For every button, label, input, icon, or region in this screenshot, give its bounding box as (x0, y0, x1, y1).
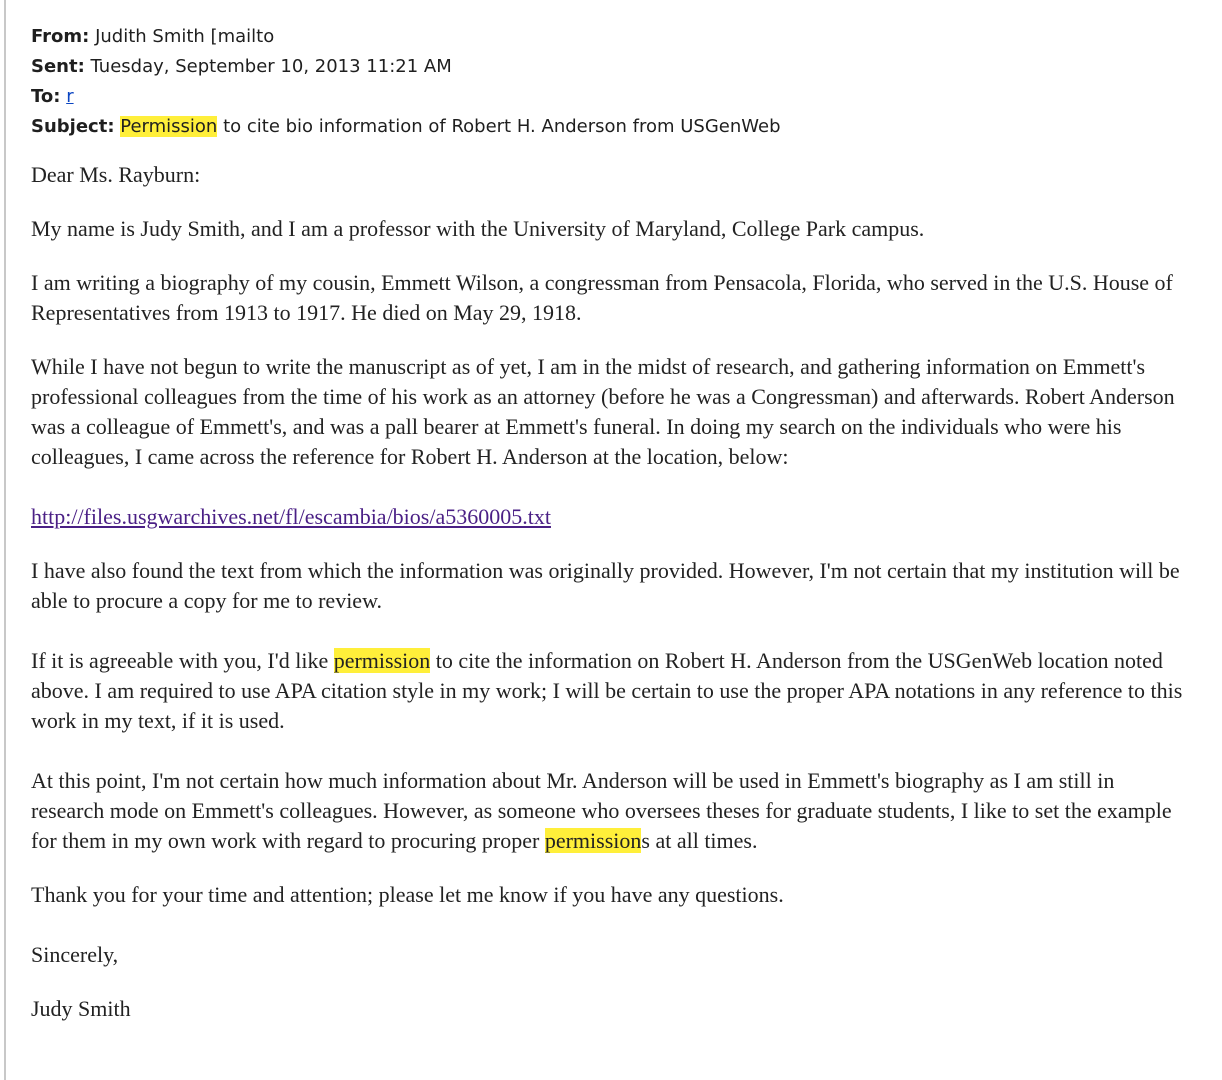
p5-after: to cite the information on Robert H. Anderson from the USGenWeb location noted above. I am required to use APA citation style in my work; I will be certain to use the proper APA notations in any reference to this work in my text, if it is used. (31, 648, 1183, 733)
sent-line (31, 52, 1191, 82)
email-message (31, 22, 1191, 1048)
paragraph-thanks: Thank you for your time and attention; please let me know if you have any questions. (31, 882, 784, 907)
p6-before: At this point, I'm not certain how much information about Mr. Anderson will be used in Emmett's biography as I am still in research mode on Emmett's colleagues. However, as someone who oversees theses for graduate students, I like to set the example for them in my own work with regard to procuring proper (31, 768, 1172, 853)
paragraph-example (31, 766, 1191, 856)
p5-highlight: permission (333, 648, 431, 673)
paragraph-text-found: I have also found the text from which the information was originally provided. However, I'm not certain that my institution will be able to procure a copy for me to review. (31, 558, 1180, 613)
usgwarchives-link[interactable]: http://files.usgwarchives.net/fl/escambia/bios/a5360005.txt (31, 504, 551, 529)
subject-highlight: Permission (120, 116, 218, 137)
sent-value: Tuesday, September 10, 2013 11:21 AM (90, 56, 452, 77)
paragraph-intro: My name is Judy Smith, and I am a professor with the University of Maryland, College Park campus. (31, 216, 925, 241)
subject-rest: to cite bio information of Robert H. Anderson from USGenWeb (217, 116, 781, 137)
quote-bar (4, 0, 6, 1080)
p5-before: If it is agreeable with you, I'd like (31, 648, 334, 673)
from-line (31, 22, 1191, 52)
sent-label: Sent: (31, 56, 85, 77)
to-line (31, 82, 1191, 112)
greeting: Dear Ms. Rayburn: (31, 162, 201, 187)
p6-after: s at all times. (641, 828, 758, 853)
paragraph-biography: I am writing a biography of my cousin, Emmett Wilson, a congressman from Pensacola, Florida, who served in the U.S. House of Representatives from 1913 to 1917. He died on May 29, 1918. (31, 270, 1173, 325)
to-link[interactable]: r (66, 86, 74, 107)
to-label: To: (31, 86, 61, 107)
p6-highlight: permission (544, 828, 642, 853)
subject-line (31, 112, 1191, 142)
from-label: From: (31, 26, 90, 47)
paragraph-research: While I have not begun to write the manuscript as of yet, I am in the midst of research, and gathering information on Emmett's professional colleagues from the time of his work as an attorney (before he was a Congressman) and afterwards. Robert Anderson was a colleague of Emmett's, and was a pall bearer at Emmett's funeral. In doing my search on the individuals who were his colleagues, I came across the reference for Robert H. Anderson at the location, below: (31, 354, 1175, 469)
paragraph-permission (31, 646, 1191, 736)
closing: Sincerely, (31, 942, 119, 967)
from-value: Judith Smith [mailto (95, 26, 275, 47)
subject-label: Subject: (31, 116, 115, 137)
signature: Judy Smith (31, 996, 131, 1021)
email-body (31, 160, 1191, 1024)
link-paragraph (31, 502, 1191, 532)
email-header (31, 22, 1191, 142)
